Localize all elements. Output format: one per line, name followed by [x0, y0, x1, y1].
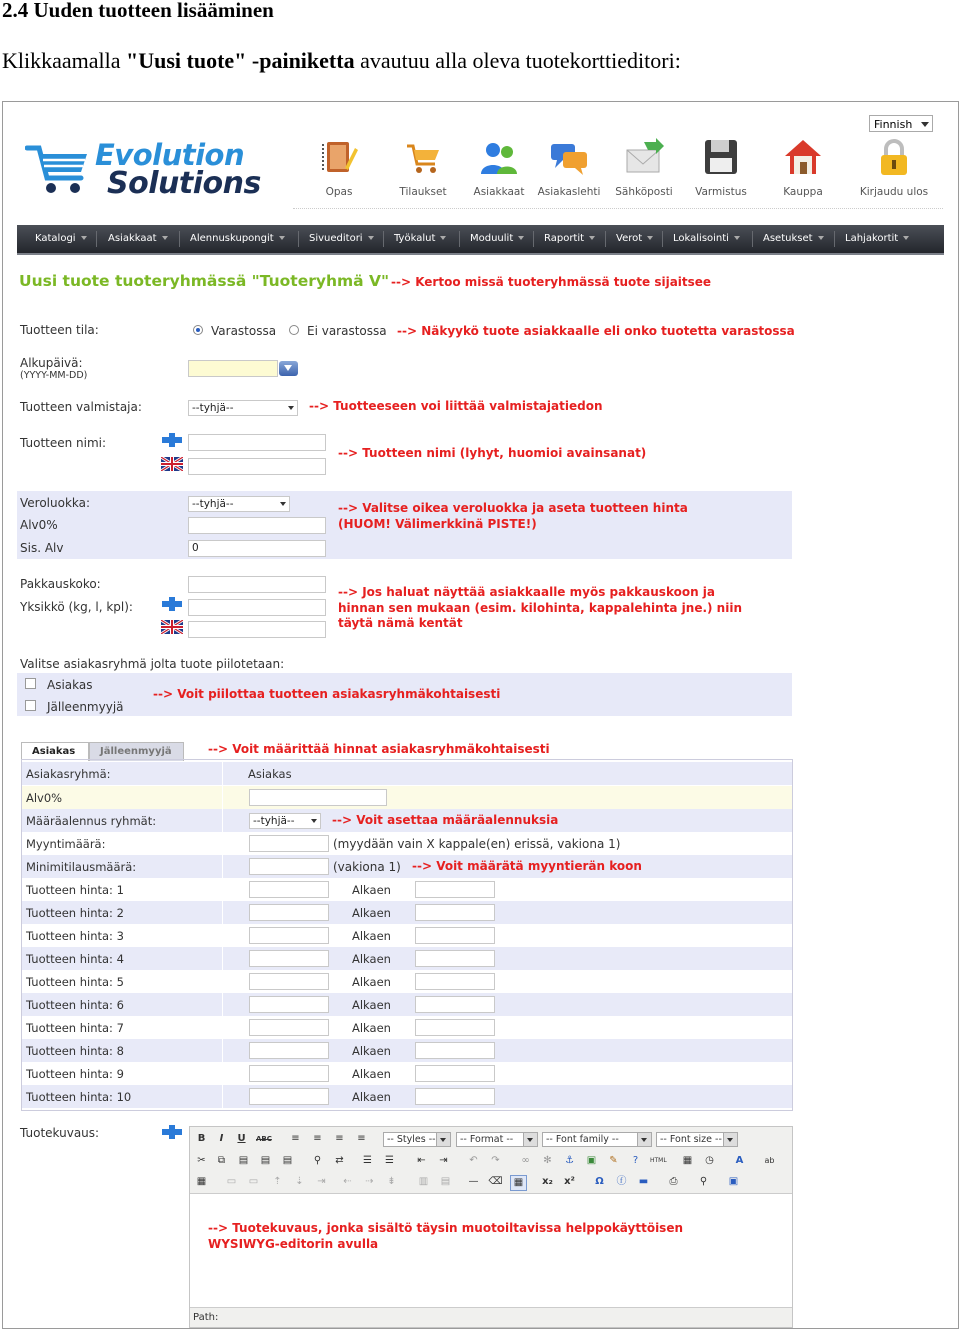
package-note-3: täytä nämä kentät	[338, 616, 463, 630]
price-from-input[interactable]	[415, 996, 495, 1013]
envelope-icon	[624, 138, 664, 178]
price-from-label: Alkaen	[352, 1044, 391, 1058]
price-input[interactable]	[249, 1065, 329, 1082]
insert-date-icon[interactable]: ▦	[682, 1155, 693, 1166]
nav-katalogi[interactable]: Katalogi	[17, 225, 87, 253]
flash-icon[interactable]: ⓕ	[616, 1176, 627, 1187]
tab-jalleenmyyja[interactable]: Jälleenmyyjä	[89, 742, 184, 761]
table-row	[22, 1039, 792, 1062]
unlink-icon[interactable]: ✻	[543, 1155, 552, 1166]
row-before-icon[interactable]: ⇡	[273, 1176, 282, 1187]
cut-icon[interactable]: ✂	[197, 1155, 206, 1166]
paste-text-icon[interactable]: ▤	[260, 1155, 271, 1166]
price-label: Tuotteen hinta: 3	[26, 929, 124, 943]
price-from-input[interactable]	[415, 927, 495, 944]
superscript-icon[interactable]: x²	[564, 1176, 575, 1187]
cart-logo-icon	[25, 142, 89, 198]
hide-note: --> Voit piilottaa tuotteen asiakasryhmäkohtaisesti	[153, 687, 501, 701]
name-note: --> Tuotteen nimi (lyhyt, huomioi avainsanat)	[338, 446, 647, 460]
col-before-icon[interactable]: ⇠	[343, 1176, 352, 1187]
page-title: Uusi tuote tuoteryhmässä "Tuoteryhmä V"	[19, 272, 390, 290]
hide-group-label: Valitse asiakasryhmä jolta tuote piilotetaan:	[20, 657, 285, 671]
house-icon	[783, 138, 823, 178]
delete-row-icon[interactable]: ⇥	[317, 1176, 326, 1187]
font-size-select[interactable]: -- Font size --	[656, 1132, 738, 1147]
chevron-down-icon	[637, 1133, 651, 1146]
sell-qty-label: Myyntimäärä:	[26, 837, 106, 851]
chevron-down-icon	[589, 236, 595, 240]
chevron-down-icon	[903, 236, 909, 240]
price-from-label: Alkaen	[352, 1021, 391, 1035]
toolbar-item-varmistus[interactable]	[681, 138, 761, 198]
table-row	[22, 901, 792, 924]
remove-format-icon[interactable]: ⌫	[488, 1176, 503, 1187]
copy-icon[interactable]: ⧉	[217, 1155, 226, 1166]
price-input[interactable]	[249, 881, 329, 898]
chevron-down-icon	[311, 819, 317, 823]
bullet-list-icon[interactable]: ☰	[363, 1155, 372, 1166]
price-from-input[interactable]	[415, 1019, 495, 1036]
nav-raportit[interactable]: Raportit	[526, 225, 595, 253]
padlock-icon	[874, 138, 914, 178]
status-radio-in-stock[interactable]	[193, 325, 203, 335]
price-input[interactable]	[249, 904, 329, 921]
min-qty-default-note: (vakiona 1)	[333, 860, 401, 874]
unit-label: Yksikkö (kg, l, kpl):	[20, 600, 133, 614]
unit-input-fi[interactable]	[188, 599, 326, 616]
hide-jalleenmyyja-checkbox[interactable]	[25, 700, 36, 711]
table-row	[22, 924, 792, 947]
image-icon[interactable]: ▣	[586, 1155, 597, 1166]
indent-icon[interactable]: ⇥	[439, 1155, 448, 1166]
table-row	[22, 878, 792, 901]
hide-asiakas-label: Asiakas	[47, 678, 93, 692]
price-label: Tuotteen hinta: 1	[26, 883, 124, 897]
align-center-icon[interactable]: ≡	[313, 1133, 322, 1144]
print-icon[interactable]: ⎙	[669, 1176, 678, 1187]
bold-icon[interactable]: B	[197, 1133, 206, 1144]
price-from-input[interactable]	[415, 1065, 495, 1082]
align-justify-icon[interactable]: ≡	[357, 1133, 366, 1144]
price-input[interactable]	[249, 950, 329, 967]
insert-time-icon[interactable]: ◷	[705, 1155, 714, 1166]
table-row	[22, 993, 792, 1016]
nav-sivueditori[interactable]: Sivueditori	[291, 225, 374, 253]
table-row	[22, 855, 792, 878]
subscript-icon[interactable]: x₂	[542, 1176, 553, 1187]
table-row	[22, 970, 792, 993]
html-source-icon[interactable]: HTML	[650, 1157, 667, 1164]
table-row	[22, 809, 792, 832]
toolbar-label: Opas	[325, 186, 353, 198]
status-radio-out-of-stock[interactable]	[289, 325, 299, 335]
name-input-fi[interactable]	[188, 434, 326, 451]
price-from-input[interactable]	[415, 973, 495, 990]
tax-note-1: --> Valitse oikea veroluokka ja aseta tuotteen hinta	[338, 501, 688, 515]
undo-icon[interactable]: ↶	[469, 1155, 478, 1166]
manufacturer-note: --> Tuotteeseen voi liittää valmistajatiedon	[309, 399, 603, 413]
table-row	[22, 1085, 792, 1108]
price-from-label: Alkaen	[352, 952, 391, 966]
price-input[interactable]	[249, 996, 329, 1013]
manufacturer-label: Tuotteen valmistaja:	[20, 400, 142, 414]
add-language-plus-icon[interactable]	[161, 1124, 183, 1140]
toolbar-label: Kauppa	[783, 186, 823, 198]
calendar-dropdown-icon[interactable]	[279, 361, 298, 376]
package-note-1: --> Jos haluat näyttää asiakkaalle myös pakkauskoon ja	[338, 585, 716, 599]
start-date-label: Alkupäivä:	[20, 356, 83, 370]
table-row	[22, 1016, 792, 1039]
tab-asiakas[interactable]: Asiakas	[21, 742, 89, 761]
underline-icon[interactable]: U	[237, 1133, 246, 1144]
toolbar-item-asiakkaat[interactable]	[459, 138, 539, 198]
price-from-input[interactable]	[415, 881, 495, 898]
chevron-down-icon	[734, 236, 740, 240]
chevron-down-icon	[723, 1133, 737, 1146]
description-note-1: --> Tuotekuvaus, jonka sisältö täysin muotoiltavissa helppokäyttöisen	[208, 1221, 684, 1235]
media-icon[interactable]: ▬	[638, 1176, 649, 1187]
min-qty-label: Minimitilausmäärä:	[26, 860, 137, 874]
chevron-down-icon	[162, 236, 168, 240]
chevron-down-icon	[279, 236, 285, 240]
chevron-down-icon	[436, 1133, 450, 1146]
name-input-en[interactable]	[188, 458, 326, 475]
chevron-down-icon	[280, 502, 286, 506]
replace-icon[interactable]: ⇄	[335, 1155, 344, 1166]
nav-asiakkaat[interactable]: Asiakkaat	[90, 225, 168, 253]
background-color-icon[interactable]: ab	[764, 1156, 775, 1165]
chevron-down-icon	[523, 1133, 537, 1146]
paste-icon[interactable]: ▤	[238, 1155, 249, 1166]
status-label: Tuotteen tila:	[20, 323, 99, 337]
screenshot-frame	[2, 101, 959, 1329]
pricing-table	[21, 759, 793, 1111]
price-alv0-label: Alv0%	[26, 791, 63, 805]
format-select[interactable]: -- Format --	[456, 1132, 538, 1147]
package-size-input[interactable]	[188, 576, 326, 593]
table-row	[22, 1062, 792, 1085]
sell-qty-note: (myydään vain X kappale(en) erissä, vakiona 1)	[333, 837, 621, 851]
price-from-label: Alkaen	[352, 1067, 391, 1081]
nav-asetukset[interactable]: Asetukset	[745, 225, 824, 253]
toolbar-item-kirjaudu-ulos[interactable]	[854, 138, 934, 198]
nav-lokalisointi[interactable]: Lokalisointi	[655, 225, 740, 253]
price-from-label: Alkaen	[352, 906, 391, 920]
package-size-label: Pakkauskoko:	[20, 577, 101, 591]
add-language-plus-icon[interactable]	[161, 432, 183, 448]
toolbar-item-opas[interactable]	[299, 138, 379, 198]
tax-note-2: (HUOM! Välimerkkinä PISTE!)	[338, 517, 537, 531]
nav-lahjakortit[interactable]: Lahjakortit	[827, 225, 909, 253]
fullscreen-icon[interactable]: ▣	[728, 1176, 739, 1187]
col-after-icon[interactable]: ⇢	[365, 1176, 374, 1187]
language-select[interactable]	[869, 115, 933, 132]
start-date-hint: (YYYY-MM-DD)	[20, 370, 88, 381]
price-from-input[interactable]	[415, 1042, 495, 1059]
split-cells-icon[interactable]: ▥	[418, 1176, 429, 1187]
sis-alv-input[interactable]: 0	[188, 540, 326, 557]
toolbar-label: Varmistus	[695, 186, 747, 198]
anchor-icon[interactable]: ⚓	[565, 1155, 574, 1166]
toolbar-label: Asiakaslehti	[537, 186, 601, 198]
status-in-stock-label: Varastossa	[211, 324, 277, 338]
preview-icon[interactable]: ⚲	[699, 1176, 708, 1187]
price-input[interactable]	[249, 1042, 329, 1059]
status-note: --> Näkyykö tuote asiakkaalle eli onko tuotetta varastossa	[397, 324, 795, 338]
font-family-select[interactable]: -- Font family --	[542, 1132, 652, 1147]
toolbar-label: Kirjaudu ulos	[859, 186, 929, 198]
chevron-down-icon	[368, 236, 374, 240]
document-intro: Klikkaamalla "Uusi tuote" -painiketta avautuu alla oleva tuotekorttieditori:	[2, 48, 681, 73]
paste-word-icon[interactable]: ▤	[282, 1155, 293, 1166]
numbered-list-icon[interactable]: ☰	[385, 1155, 394, 1166]
chevron-down-icon	[921, 122, 929, 127]
table-row	[22, 947, 792, 970]
price-from-input[interactable]	[415, 904, 495, 921]
main-nav	[17, 225, 944, 255]
toolbar-item-kauppa[interactable]	[763, 138, 843, 198]
uk-flag-icon	[161, 620, 183, 634]
price-label: Tuotteen hinta: 7	[26, 1021, 124, 1035]
toolbar-label: Sähköposti	[615, 186, 673, 198]
price-label: Tuotteen hinta: 4	[26, 952, 124, 966]
logo-text-evolution: Evolution	[95, 138, 245, 172]
price-from-label: Alkaen	[352, 975, 391, 989]
toolbar-label: Asiakkaat	[473, 186, 525, 198]
link-icon[interactable]: ∞	[521, 1155, 530, 1166]
visual-aid-icon[interactable]: ▦	[510, 1175, 527, 1191]
editor-toolbar	[190, 1127, 792, 1194]
min-qty-note: --> Voit määrätä myyntierän koon	[412, 859, 642, 873]
horizontal-rule-icon[interactable]: —	[468, 1176, 479, 1187]
notebook-pencil-icon	[319, 138, 359, 178]
price-from-label: Alkaen	[352, 998, 391, 1012]
chevron-down-icon	[81, 236, 87, 240]
price-label: Tuotteen hinta: 9	[26, 1067, 124, 1081]
chevron-down-icon	[518, 236, 524, 240]
chevron-down-icon	[288, 406, 294, 410]
price-input[interactable]	[249, 1019, 329, 1036]
qty-discount-note: --> Voit asettaa määräalennuksia	[332, 813, 559, 827]
customer-group-value: Asiakas	[248, 767, 292, 781]
status-out-of-stock-label: Ei varastossa	[307, 324, 387, 338]
hide-asiakas-checkbox[interactable]	[25, 678, 36, 689]
price-from-label: Alkaen	[352, 883, 391, 897]
name-label: Tuotteen nimi:	[20, 436, 107, 450]
row-props-icon[interactable]: ▭	[226, 1176, 237, 1187]
align-left-icon[interactable]: ≡	[291, 1133, 300, 1144]
users-icon	[479, 138, 519, 178]
price-label: Tuotteen hinta: 6	[26, 998, 124, 1012]
price-label: Tuotteen hinta: 5	[26, 975, 124, 989]
strikethrough-icon[interactable]: ABC	[256, 1135, 272, 1143]
speech-bubbles-icon	[549, 138, 589, 178]
cell-props-icon[interactable]: ▭	[248, 1176, 259, 1187]
price-alv0-input[interactable]	[249, 789, 387, 806]
nav-moduulit[interactable]: Moduulit	[452, 225, 524, 253]
document-heading: 2.4 Uuden tuotteen lisääminen	[2, 0, 274, 22]
toolbar-label: Tilaukset	[399, 186, 447, 198]
package-note-2: hinnan sen mukaan (esim. kilohinta, kappalehinta jne.) niin	[338, 601, 742, 615]
hide-jalleenmyyja-label: Jälleenmyyjä	[47, 700, 124, 714]
outdent-icon[interactable]: ⇤	[417, 1155, 426, 1166]
qty-discount-groups-label: Määräalennus ryhmät:	[26, 814, 157, 828]
logo-text-solutions: Solutions	[107, 166, 261, 201]
price-label: Tuotteen hinta: 2	[26, 906, 124, 920]
sell-qty-input[interactable]	[249, 835, 329, 852]
cleanup-icon[interactable]: ✎	[609, 1155, 618, 1166]
price-input[interactable]	[249, 973, 329, 990]
unit-input-en[interactable]	[188, 621, 326, 638]
merge-cells-icon[interactable]: ▤	[440, 1176, 451, 1187]
nav-alennuskupongit[interactable]: Alennuskupongit	[172, 225, 285, 253]
price-from-label: Alkaen	[352, 1090, 391, 1104]
evolution-solutions-logo[interactable]	[25, 138, 275, 200]
nav-tyokalut[interactable]: Työkalut	[376, 225, 446, 253]
table-row	[22, 762, 792, 785]
manufacturer-select[interactable]: --tyhjä--	[188, 400, 298, 416]
language-value: Finnish	[874, 118, 913, 131]
italic-icon[interactable]: I	[219, 1133, 224, 1144]
price-input[interactable]	[249, 1088, 329, 1105]
description-label: Tuotekuvaus:	[20, 1126, 100, 1140]
align-right-icon[interactable]: ≡	[335, 1133, 344, 1144]
start-date-input[interactable]	[188, 360, 278, 377]
wysiwyg-editor	[189, 1126, 793, 1328]
price-input[interactable]	[249, 927, 329, 944]
qty-discount-select[interactable]: --tyhjä--	[249, 813, 321, 829]
find-icon[interactable]: ⚲	[313, 1155, 322, 1166]
shopping-cart-icon	[403, 138, 443, 178]
price-label: Tuotteen hinta: 8	[26, 1044, 124, 1058]
help-icon[interactable]: ?	[632, 1155, 639, 1166]
floppy-disk-icon	[701, 138, 741, 178]
min-qty-input[interactable]	[249, 858, 329, 875]
alv0-label: Alv0%	[20, 518, 58, 532]
special-char-icon[interactable]: Ω	[595, 1176, 604, 1187]
uk-flag-icon	[161, 457, 183, 471]
price-from-input[interactable]	[415, 950, 495, 967]
toolbar-item-asiakaslehti[interactable]	[529, 138, 609, 198]
row-after-icon[interactable]: ⇣	[295, 1176, 304, 1187]
nav-verot[interactable]: Verot	[598, 225, 653, 253]
redo-icon[interactable]: ↷	[491, 1155, 500, 1166]
text-color-icon[interactable]: A	[735, 1155, 744, 1166]
customer-group-label: Asiakasryhmä:	[26, 767, 111, 781]
pricing-tab-note: --> Voit määrittää hinnat asiakasryhmäkohtaisesti	[208, 742, 550, 756]
chevron-down-icon	[440, 236, 446, 240]
tax-class-select[interactable]: --tyhjä--	[188, 496, 290, 512]
editor-path-bar: Path:	[190, 1307, 792, 1327]
price-from-label: Alkaen	[352, 929, 391, 943]
price-label: Tuotteen hinta: 10	[26, 1090, 132, 1104]
sis-alv-label: Sis. Alv	[20, 541, 64, 555]
delete-col-icon[interactable]: ⇟	[387, 1176, 396, 1187]
table-row	[22, 832, 792, 855]
toolbar-item-tilaukset[interactable]	[383, 138, 463, 198]
chevron-down-icon	[647, 236, 653, 240]
insert-table-icon[interactable]: ▦	[196, 1176, 207, 1187]
chevron-down-icon	[818, 236, 824, 240]
tax-class-label: Veroluokka:	[20, 496, 91, 510]
add-language-plus-icon[interactable]	[161, 596, 183, 612]
top-toolbar	[293, 138, 943, 209]
toolbar-item-sahkoposti[interactable]	[604, 138, 684, 198]
description-note-2: WYSIWYG-editorin avulla	[208, 1237, 379, 1251]
alv0-input[interactable]	[188, 517, 326, 534]
table-row	[22, 786, 792, 809]
price-from-input[interactable]	[415, 1088, 495, 1105]
editor-content[interactable]	[190, 1194, 792, 1307]
styles-select[interactable]: -- Styles --	[383, 1132, 451, 1147]
title-note: --> Kertoo missä tuoteryhmässä tuote sijaitsee	[391, 275, 712, 289]
